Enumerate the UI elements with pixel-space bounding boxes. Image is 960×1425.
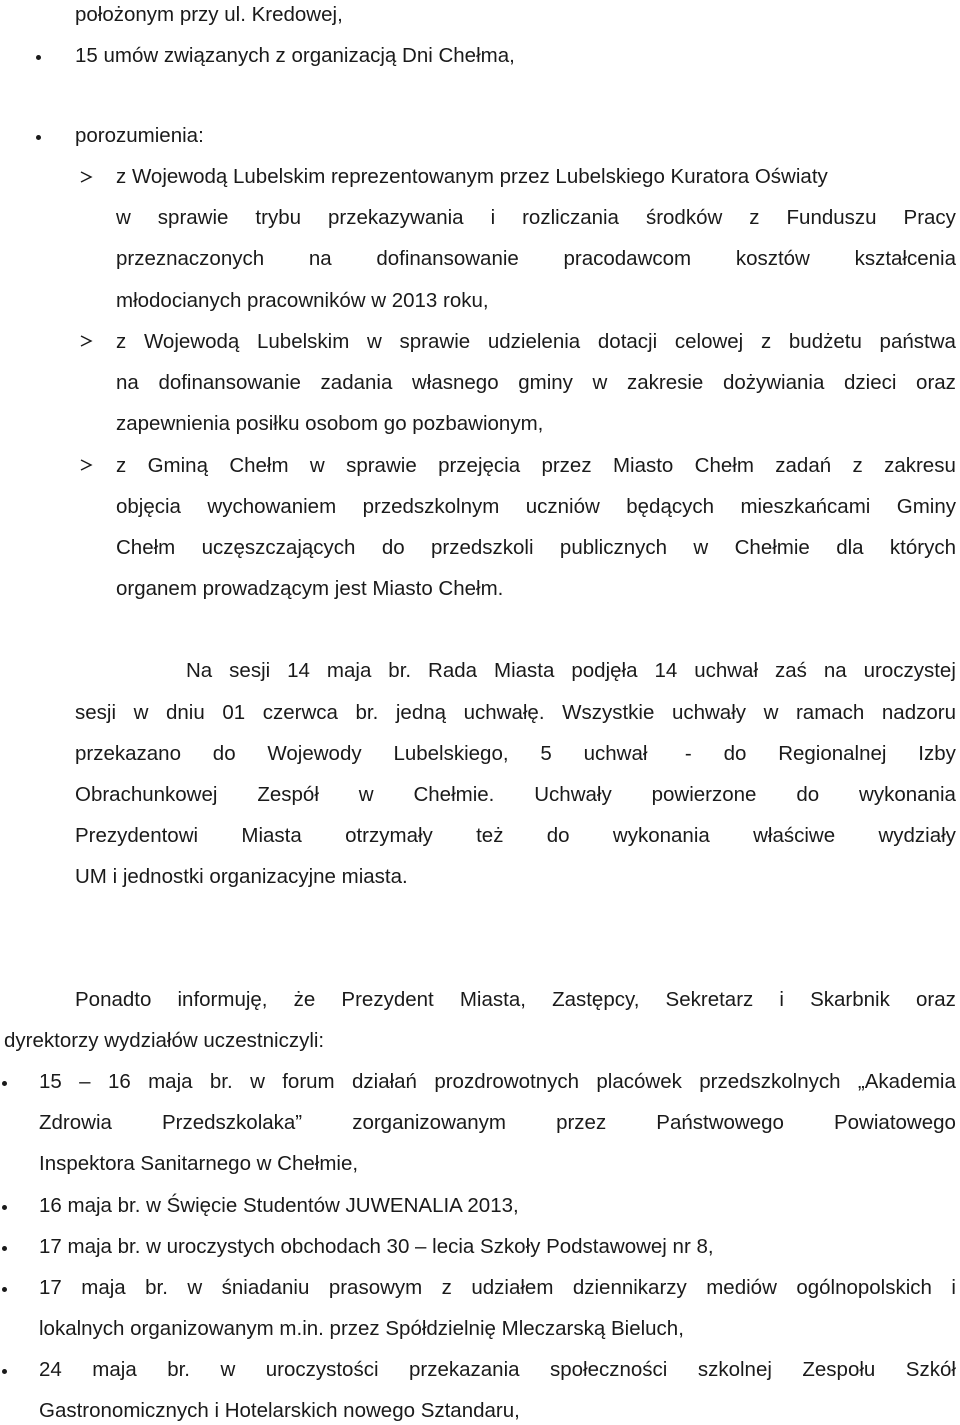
word: zadań (775, 454, 832, 477)
word: maja (81, 1276, 126, 1299)
word: Regionalnej (778, 742, 887, 765)
word: publicznych (559, 536, 668, 559)
word: w (116, 206, 131, 229)
bullet-7 (2, 1369, 7, 1374)
word: Chełmie (734, 536, 810, 559)
word: zaś (774, 659, 807, 682)
word: uchwał (583, 742, 654, 765)
word: Sekretarz (665, 988, 754, 1011)
paragraph-line (75, 988, 956, 1012)
word: Chełmie. (413, 783, 495, 806)
word: rozliczania (522, 206, 619, 229)
list-item: 16 maja br. w Święcie Studentów JUWENALIA 2013, (39, 1194, 519, 1217)
word: dożywiania (722, 371, 825, 394)
word: dotacji (597, 330, 658, 353)
word: na (823, 659, 847, 682)
bullet-1 (36, 55, 41, 60)
word: Wojewodą (143, 330, 240, 353)
list-item (39, 1358, 956, 1382)
word: 17 (39, 1276, 62, 1299)
word: oraz (915, 988, 956, 1011)
word: prasowym (328, 1276, 423, 1299)
word: br. (145, 1276, 168, 1299)
word: dzieci (844, 371, 897, 394)
word: Przedszkolaka” (161, 1111, 303, 1134)
word: z (116, 330, 127, 353)
word: br. (388, 659, 412, 682)
word: społeczności (550, 1358, 668, 1381)
word: gminy (518, 371, 573, 394)
word: kosztów (735, 247, 810, 270)
word: dofinansowanie (376, 247, 519, 270)
text-line: Inspektora Sanitarnego w Chełmie, (39, 1152, 359, 1175)
word: Prezydentowi (75, 824, 199, 847)
word: własnego (411, 371, 499, 394)
word: w (693, 536, 709, 559)
text-line (116, 371, 956, 395)
word: maja (326, 659, 372, 682)
word: Gminą (147, 454, 208, 477)
word: że (293, 988, 316, 1011)
word: szkolnej (697, 1358, 772, 1381)
word: dniu (165, 701, 205, 724)
word: czerwca (262, 701, 338, 724)
word: sesji (75, 701, 117, 724)
word: do (212, 742, 236, 765)
word: Ponadto (75, 988, 152, 1011)
word: Miasta (494, 659, 555, 682)
word: - (684, 742, 692, 765)
text-line (75, 701, 956, 725)
word: których (889, 536, 956, 559)
text-line: organem prowadzącym jest Miasto Chełm. (116, 577, 504, 600)
word: Rada (428, 659, 478, 682)
word: w (367, 330, 382, 353)
word: Chełm (116, 536, 176, 559)
word: przedszkolnych (699, 1070, 841, 1093)
word: forum (282, 1070, 335, 1093)
text-line (75, 742, 956, 766)
word: trybu (255, 206, 301, 229)
word: Wszystkie (562, 701, 655, 724)
word: „Akademia (857, 1070, 956, 1093)
word: na (116, 371, 139, 394)
word: ramach (795, 701, 865, 724)
word: Lubelskiego, (393, 742, 509, 765)
list-item (39, 1070, 956, 1094)
word: Powiatowego (833, 1111, 956, 1134)
word: zorganizowanym (352, 1111, 507, 1134)
word: udzielenia (487, 330, 581, 353)
word: 14 (287, 659, 310, 682)
bullet-5 (2, 1246, 7, 1251)
word: Zastępcy, (552, 988, 640, 1011)
word: br. (167, 1358, 190, 1381)
word: 5 (540, 742, 552, 765)
text-line: zapewnienia posiłku osobom go pozbawionym, (116, 412, 544, 435)
word: Zespołu (802, 1358, 876, 1381)
word: zadania (320, 371, 393, 394)
word: kształcenia (854, 247, 956, 270)
word: w (250, 1070, 265, 1093)
word: Na (186, 659, 213, 682)
word: objęcia (116, 495, 181, 518)
word: przekazywania (327, 206, 464, 229)
word: do (546, 824, 570, 847)
word: i (490, 206, 496, 229)
word: z (116, 454, 127, 477)
word: śniadaniu (221, 1276, 310, 1299)
word: do (381, 536, 405, 559)
word: uczęszczających (201, 536, 356, 559)
word: 14 (654, 659, 678, 682)
text-line (116, 495, 956, 519)
text-line (116, 206, 956, 230)
word: w (309, 454, 325, 477)
word: Chełm (694, 454, 754, 477)
word: przez (541, 454, 592, 477)
word: przejęcia (438, 454, 521, 477)
word: budżetu (788, 330, 862, 353)
text-line (75, 783, 956, 807)
word: wychowaniem (207, 495, 337, 518)
paragraph-line (186, 659, 956, 683)
word: nadzoru (881, 701, 956, 724)
word: zakresie (626, 371, 704, 394)
text-line (116, 536, 956, 560)
text-line (116, 247, 956, 271)
word: celowej (674, 330, 744, 353)
arrow-bullet-icon (79, 170, 93, 184)
sub-list-item: z Wojewodą Lubelskim reprezentowanym przez Lubelskiego Kuratora Oświaty (116, 165, 828, 188)
bullet-6 (2, 1287, 7, 1292)
word: przez (556, 1111, 607, 1134)
text-line: UM i jednostki organizacyjne miasta. (75, 865, 408, 888)
word: dziennikarzy (572, 1276, 687, 1299)
list-item: 17 maja br. w uroczystych obchodach 30 – lecia Szkoły Podstawowej nr 8, (39, 1235, 714, 1258)
word: uchwałę. (463, 701, 545, 724)
word: i (779, 988, 784, 1011)
word: 01 (222, 701, 246, 724)
word: też (476, 824, 504, 847)
word: działań (352, 1070, 417, 1093)
word: otrzymały (345, 824, 433, 847)
word: sprawie (399, 330, 471, 353)
word: Skarbnik (810, 988, 890, 1011)
bullet-3 (2, 1081, 7, 1086)
word: Funduszu (786, 206, 877, 229)
word: oraz (916, 371, 956, 394)
text-line: dyrektorzy wydziałów uczestniczyli: (4, 1029, 325, 1052)
word: sprawie (346, 454, 417, 477)
word: prozdrowotnych (434, 1070, 580, 1093)
bullet-2 (36, 135, 41, 140)
text-line (39, 1111, 956, 1135)
word: sesji (229, 659, 271, 682)
word: maja (148, 1070, 193, 1093)
text-line: młodocianych pracowników w 2013 roku, (116, 289, 489, 312)
word: w (763, 701, 779, 724)
word: 24 (39, 1358, 62, 1381)
list-item (39, 1276, 956, 1300)
word: ogólnopolskich (796, 1276, 932, 1299)
text-line: lokalnych organizowanym m.in. przez Spółdzielnię Mleczarską Bieluch, (39, 1317, 684, 1340)
word: mieszkańcami (740, 495, 871, 518)
word: przekazano (75, 742, 181, 765)
word: mediów (706, 1276, 777, 1299)
word: w (187, 1276, 203, 1299)
word: informuję, (177, 988, 268, 1011)
arrow-bullet-icon (79, 458, 93, 472)
word: jedną (395, 701, 447, 724)
sub-list-item (116, 330, 956, 354)
word: pracodawcom (563, 247, 692, 270)
word: przedszkolnym (362, 495, 500, 518)
word: państwa (879, 330, 956, 353)
word: uchwał (694, 659, 759, 682)
word: środków (645, 206, 723, 229)
word: wykonania (859, 783, 956, 806)
word: i (951, 1276, 956, 1299)
word: zakresu (884, 454, 956, 477)
word: dla (836, 536, 864, 559)
word: sprawie (157, 206, 229, 229)
word: właściwe (753, 824, 836, 847)
word: 15 (39, 1070, 62, 1093)
word: Chełm (229, 454, 289, 477)
word: Zdrowia (39, 1111, 112, 1134)
word: placówek (596, 1070, 682, 1093)
word: wykonania (612, 824, 710, 847)
word: Lubelskim (257, 330, 350, 353)
word: będących (626, 495, 715, 518)
word: podjęła (571, 659, 638, 682)
list-item: 15 umów związanych z organizacją Dni Chełma, (75, 44, 515, 67)
word: przekazania (408, 1358, 520, 1381)
word: Zespół (257, 783, 319, 806)
word: Szkół (905, 1358, 956, 1381)
word: Uchwały (534, 783, 612, 806)
word: z (749, 206, 760, 229)
word: 16 (107, 1070, 131, 1093)
word: z (760, 330, 772, 353)
bullet-4 (2, 1205, 7, 1210)
word: Gminy (896, 495, 956, 518)
word: w (592, 371, 608, 394)
word: uroczystej (863, 659, 956, 682)
word: Miasta (241, 824, 302, 847)
word: przeznaczonych (116, 247, 265, 270)
word: Pracy (903, 206, 956, 229)
word: Miasta, (459, 988, 526, 1011)
arrow-bullet-icon (79, 334, 93, 348)
word: maja (92, 1358, 137, 1381)
text-line (75, 824, 956, 848)
word: – (79, 1070, 91, 1093)
word: wydziały (878, 824, 956, 847)
text-line: położonym przy ul. Kredowej, (75, 3, 343, 26)
word: przedszkoli (431, 536, 534, 559)
word: na (308, 247, 332, 270)
text-line: Gastronomicznych i Hotelarskich nowego Sztandaru, (39, 1399, 520, 1422)
word: uchwały (671, 701, 746, 724)
word: uroczystości (265, 1358, 379, 1381)
word: Wojewody (267, 742, 362, 765)
word: do (796, 783, 820, 806)
word: w (220, 1358, 236, 1381)
word: Prezydent (341, 988, 434, 1011)
list-item: porozumienia: (75, 124, 204, 147)
word: z (441, 1276, 452, 1299)
sub-list-item (116, 454, 956, 478)
word: w (358, 783, 374, 806)
word: uczniów (525, 495, 600, 518)
word: Miasto (612, 454, 674, 477)
word: Izby (918, 742, 956, 765)
word: br. (355, 701, 379, 724)
word: do (723, 742, 747, 765)
word: Obrachunkowej (75, 783, 218, 806)
word: z (852, 454, 863, 477)
word: w (133, 701, 149, 724)
word: powierzone (651, 783, 757, 806)
word: Państwowego (656, 1111, 784, 1134)
word: dofinansowanie (158, 371, 301, 394)
word: br. (209, 1070, 233, 1093)
word: udziałem (471, 1276, 554, 1299)
